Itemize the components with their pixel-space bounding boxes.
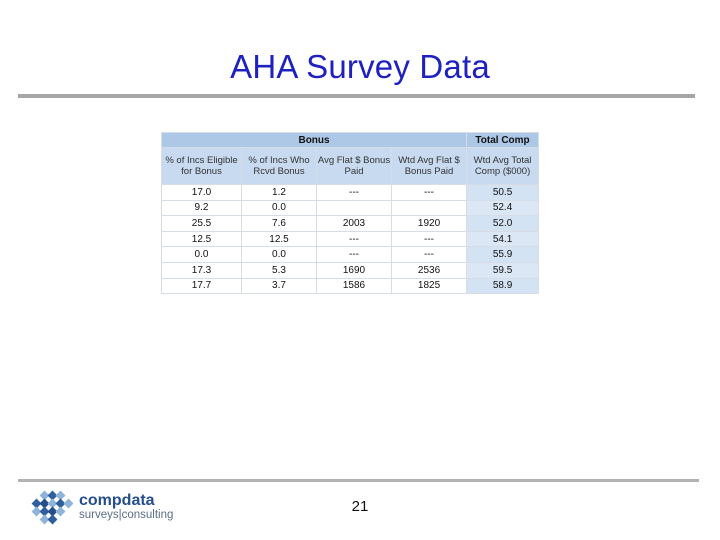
page-number: 21 (351, 498, 369, 515)
table-cell: --- (392, 185, 467, 201)
compdata-logo (28, 490, 178, 526)
group-header-total-comp: Total Comp (467, 133, 539, 148)
footer-divider (18, 479, 699, 482)
table-cell: --- (317, 231, 392, 247)
table-row (162, 278, 539, 294)
table-cell: 17.3 (162, 262, 242, 278)
column-header-row (162, 148, 539, 185)
table-cell: 3.7 (242, 278, 317, 294)
table-cell: --- (317, 247, 392, 263)
table-cell: 0.0 (162, 247, 242, 263)
table-cell: 1825 (392, 278, 467, 294)
table-cell: --- (392, 231, 467, 247)
table-cell: 9.2 (162, 200, 242, 216)
diamond-cluster-icon (28, 490, 76, 526)
table-cell: 1920 (392, 216, 467, 232)
table-cell: 1586 (317, 278, 392, 294)
table-cell: 58.9 (467, 278, 539, 294)
table-cell: 54.1 (467, 231, 539, 247)
table-row (162, 216, 539, 232)
table-cell: 17.0 (162, 185, 242, 201)
table-cell: 55.9 (467, 247, 539, 263)
table-cell: 7.6 (242, 216, 317, 232)
column-header: % of Incs Eligible for Bonus (162, 148, 242, 185)
table-cell: 0.0 (242, 200, 317, 216)
logo-tagline: surveys|consulting (79, 509, 174, 521)
logo-name: compdata (79, 492, 155, 509)
table-cell: 17.7 (162, 278, 242, 294)
table-cell: 12.5 (242, 231, 317, 247)
table-row (162, 247, 539, 263)
table-cell (317, 200, 392, 216)
table-row (162, 200, 539, 216)
table-cell: 2536 (392, 262, 467, 278)
table-cell: --- (392, 247, 467, 263)
table-cell: 12.5 (162, 231, 242, 247)
table-cell: 2003 (317, 216, 392, 232)
table-cell: 0.0 (242, 247, 317, 263)
group-header-row (162, 133, 539, 148)
table-cell: 5.3 (242, 262, 317, 278)
table-cell: 59.5 (467, 262, 539, 278)
survey-table (161, 132, 539, 294)
table-row (162, 262, 539, 278)
table-cell: 50.5 (467, 185, 539, 201)
column-header: Avg Flat $ Bonus Paid (317, 148, 392, 185)
column-header: Wtd Avg Flat $ Bonus Paid (392, 148, 467, 185)
table-cell: 1690 (317, 262, 392, 278)
table-row (162, 231, 539, 247)
column-header: % of Incs Who Rcvd Bonus (242, 148, 317, 185)
table-cell: 52.4 (467, 200, 539, 216)
slide-title: AHA Survey Data (230, 48, 490, 85)
table-cell: 52.0 (467, 216, 539, 232)
table-cell (392, 200, 467, 216)
title-divider (18, 94, 695, 98)
table-cell: 1.2 (242, 185, 317, 201)
group-header-bonus: Bonus (162, 133, 467, 148)
column-header: Wtd Avg Total Comp ($000) (467, 148, 539, 185)
table-cell: 25.5 (162, 216, 242, 232)
table-row (162, 185, 539, 201)
table-cell: --- (317, 185, 392, 201)
